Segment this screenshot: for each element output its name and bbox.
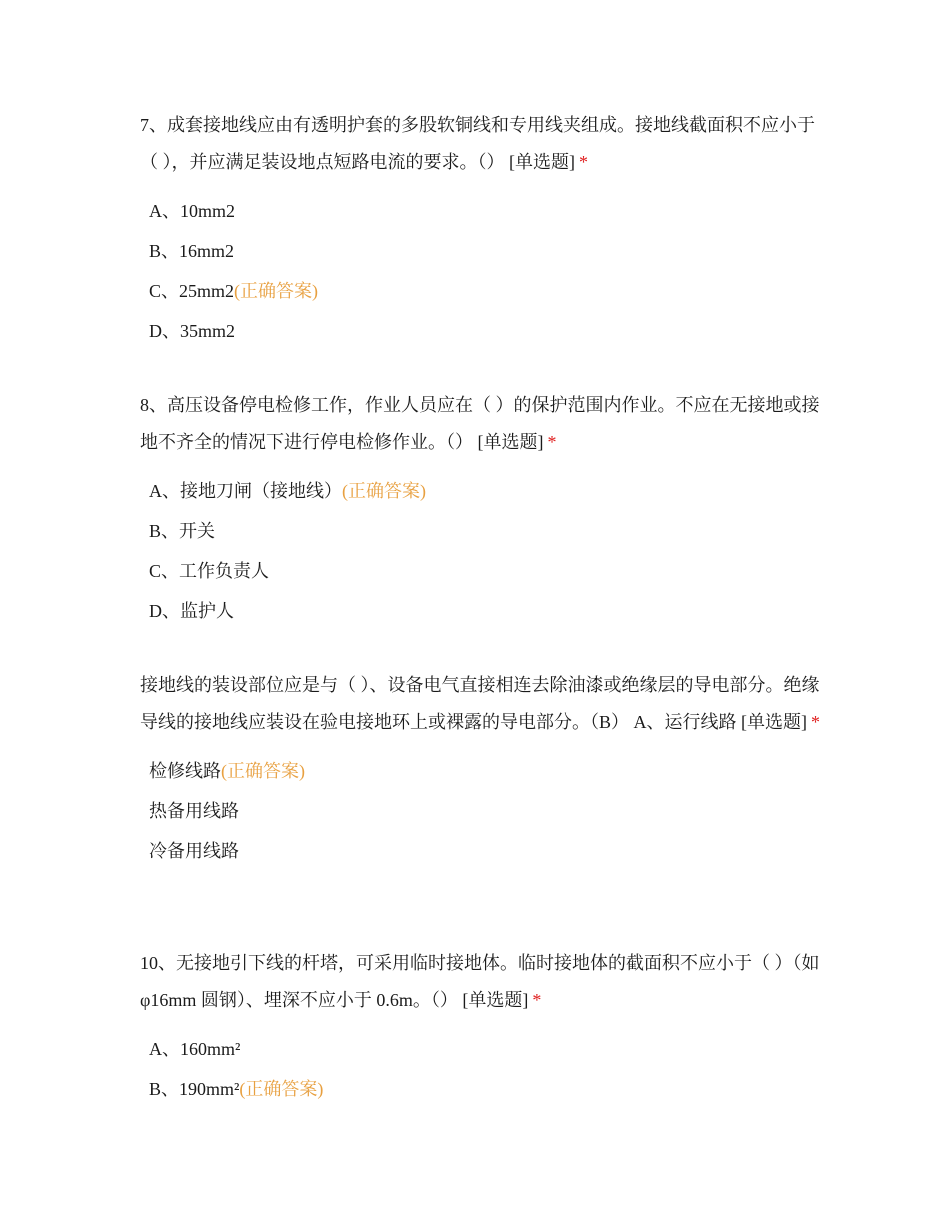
option-label: 热备用线路 xyxy=(149,801,239,821)
option-list xyxy=(140,1029,820,1109)
option-label: A、160mm² xyxy=(149,1039,241,1059)
option-c[interactable] xyxy=(149,271,820,311)
option-a[interactable] xyxy=(149,1029,820,1069)
option-list xyxy=(140,191,820,351)
option-2[interactable] xyxy=(149,791,820,831)
option-c[interactable] xyxy=(149,551,820,591)
question-block xyxy=(140,107,820,351)
question-stem: 7、成套接地线应由有透明护套的多股软铜线和专用线夹组成。接地线截面积不应小于（ ），并应满足装设地点短路电流的要求。（） [单选题] xyxy=(140,115,815,172)
question-text xyxy=(140,945,820,1019)
correct-answer-tag: (正确答案) xyxy=(234,281,319,301)
option-1[interactable] xyxy=(149,751,820,791)
option-label: C、工作负责人 xyxy=(149,561,270,581)
option-d[interactable] xyxy=(149,591,820,631)
option-b[interactable] xyxy=(149,511,820,551)
correct-answer-tag: (正确答案) xyxy=(221,761,305,781)
question-text xyxy=(140,107,820,181)
option-label: B、16mm2 xyxy=(149,241,235,261)
option-label: B、190mm² xyxy=(149,1079,240,1099)
option-list xyxy=(140,471,820,631)
option-label: A、10mm2 xyxy=(149,201,236,221)
correct-answer-tag: (正确答案) xyxy=(342,481,426,501)
required-mark: * xyxy=(579,152,588,172)
correct-answer-tag: (正确答案) xyxy=(239,1079,324,1099)
option-3[interactable] xyxy=(149,831,820,871)
option-a[interactable] xyxy=(149,471,820,511)
question-text xyxy=(140,387,820,461)
option-label: A、接地刀闸（接地线） xyxy=(149,481,342,501)
required-mark: * xyxy=(532,990,542,1010)
question-block xyxy=(140,667,820,871)
option-label: D、35mm2 xyxy=(149,321,236,341)
option-d[interactable] xyxy=(149,311,820,351)
option-label: 检修线路 xyxy=(149,761,221,781)
question-stem: 10、无接地引下线的杆塔，可采用临时接地体。临时接地体的截面积不应小于（ ）（如 φ16mm 圆钢）、埋深不应小于 0.6m。（） [单选题] xyxy=(140,953,820,1010)
option-b[interactable] xyxy=(149,231,820,271)
question-text xyxy=(140,667,820,741)
required-mark: * xyxy=(547,432,557,452)
option-label: B、开关 xyxy=(149,521,216,541)
question-block xyxy=(140,945,820,1109)
option-list xyxy=(140,751,820,871)
required-mark: * xyxy=(811,712,820,732)
question-stem: 8、高压设备停电检修工作，作业人员应在（ ）的保护范围内作业。不应在无接地或接地不齐全的情况下进行停电检修作业。（） [单选题] xyxy=(140,395,820,452)
option-label: D、监护人 xyxy=(149,601,234,621)
option-label: 冷备用线路 xyxy=(149,841,239,861)
question-stem: 接地线的装设部位应是与（ ）、设备电气直接相连去除油漆或绝缘层的导电部分。绝缘导线的接地线应装设在验电接地环上或裸露的导电部分。（B） A、运行线路 [单选题] xyxy=(140,675,820,732)
option-a[interactable] xyxy=(149,191,820,231)
option-label: C、25mm2 xyxy=(149,281,235,301)
option-b[interactable] xyxy=(149,1069,820,1109)
question-block xyxy=(140,387,820,631)
